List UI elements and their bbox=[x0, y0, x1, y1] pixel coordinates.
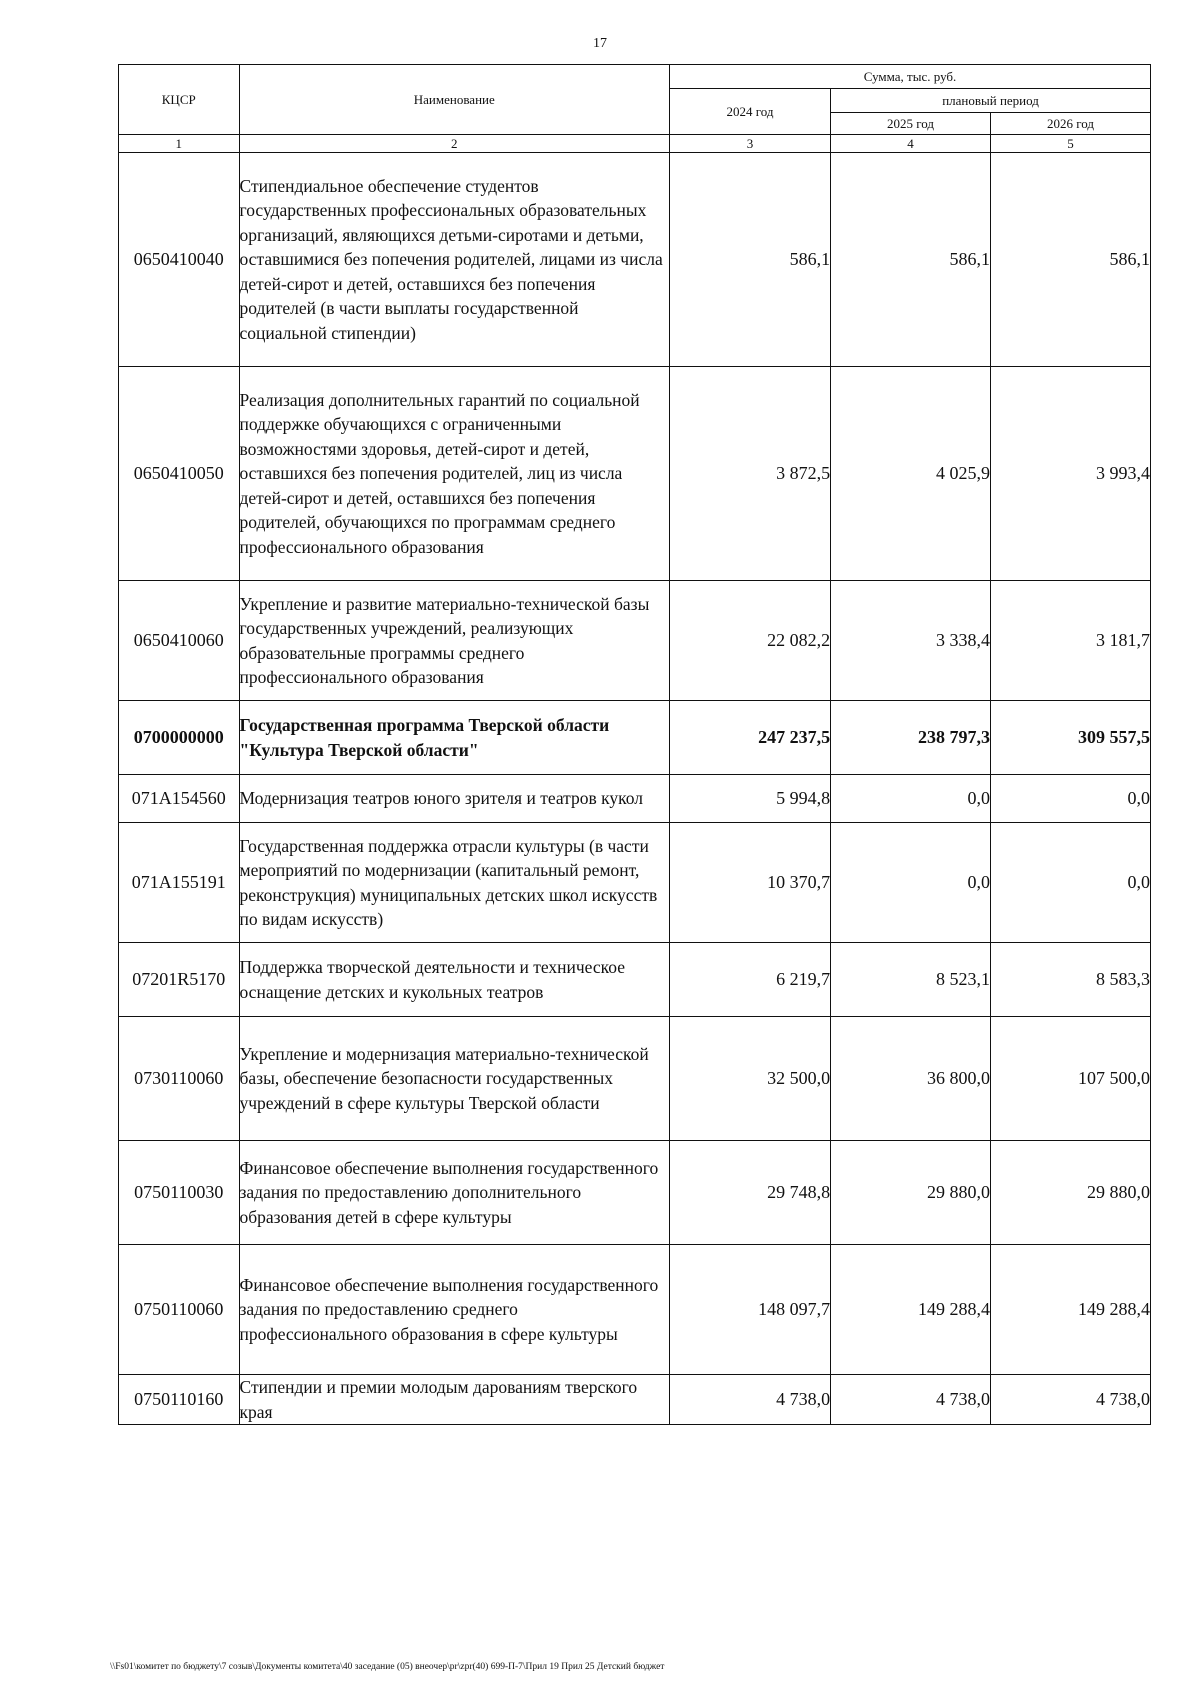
row-value-2024: 586,1 bbox=[670, 153, 831, 367]
row-value-2026: 8 583,3 bbox=[991, 943, 1151, 1017]
row-value-2025: 0,0 bbox=[831, 823, 991, 943]
row-value-2026: 3 993,4 bbox=[991, 367, 1151, 581]
page-number: 17 bbox=[593, 36, 607, 51]
table-row bbox=[119, 1375, 1151, 1425]
table-body bbox=[119, 153, 1151, 1425]
table-row bbox=[119, 823, 1151, 943]
table-row-program bbox=[119, 701, 1151, 775]
row-value-2025: 29 880,0 bbox=[831, 1141, 991, 1245]
row-value-2024: 4 738,0 bbox=[670, 1375, 831, 1425]
row-value-2025: 586,1 bbox=[831, 153, 991, 367]
header-2025: 2025 год bbox=[831, 113, 991, 135]
column-number: 4 bbox=[831, 135, 991, 153]
row-code: 0750110030 bbox=[119, 1141, 240, 1245]
header-2024: 2024 год bbox=[670, 89, 831, 135]
header-name: Наименование bbox=[239, 65, 670, 135]
table-row bbox=[119, 1245, 1151, 1375]
row-value-2026: 586,1 bbox=[991, 153, 1151, 367]
row-code: 071А154560 bbox=[119, 775, 240, 823]
footer-file-path: \\Fs01\комитет по бюджету\7 созыв\Документы комитета\40 заседание (05) внеочер\pr\zpr(40) 699-П-7\Прил 19 Прил 25 Детский бюджет bbox=[110, 1662, 665, 1672]
column-number: 3 bbox=[670, 135, 831, 153]
column-numbers-row bbox=[119, 135, 1151, 153]
row-value-2026: 3 181,7 bbox=[991, 581, 1151, 701]
row-value-2024: 29 748,8 bbox=[670, 1141, 831, 1245]
row-value-2025: 8 523,1 bbox=[831, 943, 991, 1017]
row-name: Финансовое обеспечение выполнения государственного задания по предоставлению среднего профессионального образования в сфере культуры bbox=[239, 1245, 670, 1375]
row-name: Стипендии и премии молодым дарованиям тверского края bbox=[239, 1375, 670, 1425]
row-value-2024: 3 872,5 bbox=[670, 367, 831, 581]
header-2026: 2026 год bbox=[991, 113, 1151, 135]
row-value-2025: 36 800,0 bbox=[831, 1017, 991, 1141]
row-value-2025: 4 738,0 bbox=[831, 1375, 991, 1425]
row-name: Модернизация театров юного зрителя и театров кукол bbox=[239, 775, 670, 823]
row-value-2024: 6 219,7 bbox=[670, 943, 831, 1017]
row-value-2024: 5 994,8 bbox=[670, 775, 831, 823]
column-number: 2 bbox=[239, 135, 670, 153]
table-row bbox=[119, 367, 1151, 581]
column-number: 5 bbox=[991, 135, 1151, 153]
row-value-2026: 0,0 bbox=[991, 775, 1151, 823]
row-value-2024: 10 370,7 bbox=[670, 823, 831, 943]
row-name: Поддержка творческой деятельности и техническое оснащение детских и кукольных театров bbox=[239, 943, 670, 1017]
row-value-2025: 149 288,4 bbox=[831, 1245, 991, 1375]
row-code: 0750110060 bbox=[119, 1245, 240, 1375]
header-sum: Сумма, тыс. руб. bbox=[670, 65, 1151, 89]
row-name: Реализация дополнительных гарантий по социальной поддержке обучающихся с ограниченными возможностями здоровья, детей-сирот и детей, оставшихся без попечения родителей, лиц из числа детей-сирот и детей, оставшихся без попечения родителей, обучающихся по программам среднего профессионального образования bbox=[239, 367, 670, 581]
row-value-2025: 238 797,3 bbox=[831, 701, 991, 775]
row-name: Финансовое обеспечение выполнения государственного задания по предоставлению дополнительного образования детей в сфере культуры bbox=[239, 1141, 670, 1245]
row-name: Государственная поддержка отрасли культуры (в части мероприятий по модернизации (капитальный ремонт, реконструкция) муниципальных детских школ искусств по видам искусств) bbox=[239, 823, 670, 943]
row-name: Стипендиальное обеспечение студентов государственных профессиональных образовательных организаций, являющихся детьми-сиротами и детьми, оставшимися без попечения родителей, лицами из числа детей-сирот и детей, оставшихся без попечения родителей (в части выплаты государственной социальной стипендии) bbox=[239, 153, 670, 367]
row-code: 0650410040 bbox=[119, 153, 240, 367]
table-row bbox=[119, 581, 1151, 701]
row-value-2026: 107 500,0 bbox=[991, 1017, 1151, 1141]
row-code: 0650410050 bbox=[119, 367, 240, 581]
row-name: Укрепление и модернизация материально-технической базы, обеспечение безопасности государственных учреждений в сфере культуры Тверской области bbox=[239, 1017, 670, 1141]
table-row bbox=[119, 153, 1151, 367]
row-value-2026: 309 557,5 bbox=[991, 701, 1151, 775]
row-code: 07201R5170 bbox=[119, 943, 240, 1017]
table-row bbox=[119, 943, 1151, 1017]
row-value-2026: 29 880,0 bbox=[991, 1141, 1151, 1245]
row-value-2026: 4 738,0 bbox=[991, 1375, 1151, 1425]
row-name: Укрепление и развитие материально-технической базы государственных учреждений, реализующих образовательные программы среднего профессионального образования bbox=[239, 581, 670, 701]
row-value-2025: 3 338,4 bbox=[831, 581, 991, 701]
table-row bbox=[119, 775, 1151, 823]
row-code: 0730110060 bbox=[119, 1017, 240, 1141]
row-value-2024: 22 082,2 bbox=[670, 581, 831, 701]
row-code: 0700000000 bbox=[119, 701, 240, 775]
row-value-2024: 247 237,5 bbox=[670, 701, 831, 775]
column-number: 1 bbox=[119, 135, 240, 153]
table-row bbox=[119, 1141, 1151, 1245]
row-code: 0750110160 bbox=[119, 1375, 240, 1425]
table-row bbox=[119, 1017, 1151, 1141]
row-value-2025: 0,0 bbox=[831, 775, 991, 823]
row-code: 0650410060 bbox=[119, 581, 240, 701]
header-code: КЦСР bbox=[119, 65, 240, 135]
row-value-2024: 148 097,7 bbox=[670, 1245, 831, 1375]
row-value-2026: 149 288,4 bbox=[991, 1245, 1151, 1375]
budget-table bbox=[118, 64, 1151, 1425]
row-value-2025: 4 025,9 bbox=[831, 367, 991, 581]
header-plan-period: плановый период bbox=[831, 89, 1151, 113]
table-header bbox=[119, 65, 1151, 153]
row-name: Государственная программа Тверской области "Культура Тверской области" bbox=[239, 701, 670, 775]
row-code: 071А155191 bbox=[119, 823, 240, 943]
row-value-2026: 0,0 bbox=[991, 823, 1151, 943]
row-value-2024: 32 500,0 bbox=[670, 1017, 831, 1141]
